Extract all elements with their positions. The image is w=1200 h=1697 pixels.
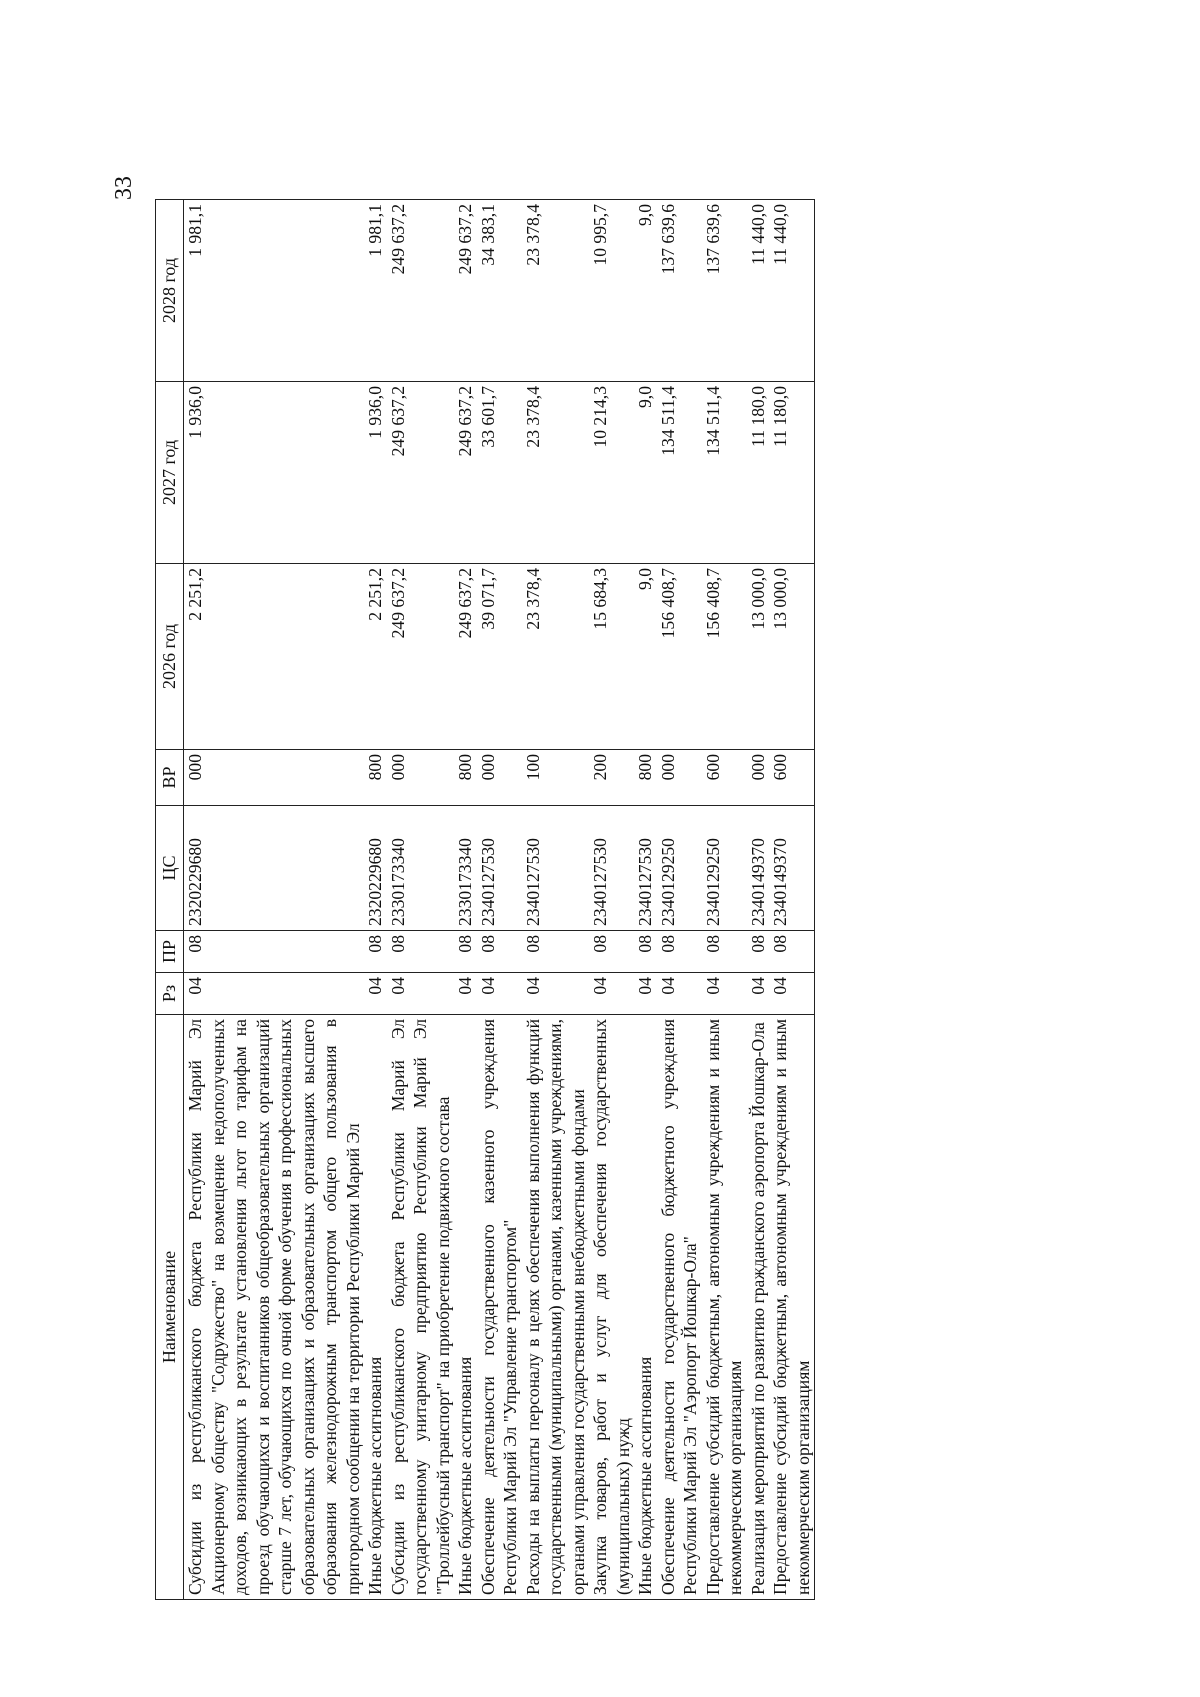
row-vr: 600: [769, 750, 815, 806]
header-2028: 2028 год: [156, 200, 184, 382]
row-cs: 2320229680: [364, 806, 387, 931]
table-row: [387, 200, 455, 1600]
table-row: [522, 200, 590, 1600]
row-rz: 04: [522, 973, 590, 1015]
table-row: [184, 200, 365, 1600]
row-rz: 04: [657, 973, 702, 1015]
row-name: Расходы на выплаты персоналу в целях обеспечения выполнения функций государственными (муниципальными) органами, казенными учреждениями, органами управления государственными внебюджетными фондами: [522, 1015, 590, 1600]
row-2027: 1 936,0: [184, 382, 365, 564]
row-2027: 249 637,2: [454, 382, 477, 564]
header-rz: Рз: [156, 973, 184, 1015]
row-vr: 000: [477, 750, 522, 806]
row-cs: 2340149370: [769, 806, 815, 931]
row-vr: 000: [747, 750, 770, 806]
row-2028: 249 637,2: [454, 200, 477, 382]
table-row: [589, 200, 634, 1600]
page-number: 33: [111, 176, 137, 200]
row-vr: 000: [657, 750, 702, 806]
row-pr: 08: [184, 931, 365, 973]
row-rz: 04: [364, 973, 387, 1015]
row-rz: 04: [477, 973, 522, 1015]
table-row: [364, 200, 387, 1600]
row-pr: 08: [657, 931, 702, 973]
row-2027: 33 601,7: [477, 382, 522, 564]
table-row: [747, 200, 770, 1600]
row-2027: 1 936,0: [364, 382, 387, 564]
row-vr: 800: [364, 750, 387, 806]
row-2028: 9,0: [634, 200, 657, 382]
row-cs: 2340127530: [522, 806, 590, 931]
row-cs: 2340129250: [657, 806, 702, 931]
row-vr: 600: [702, 750, 747, 806]
row-vr: 800: [634, 750, 657, 806]
row-2028: 137 639,6: [657, 200, 702, 382]
row-name: Иные бюджетные ассигнования: [634, 1015, 657, 1600]
row-vr: 000: [184, 750, 365, 806]
row-name: Обеспечение деятельности государственного казенного учреждения Республики Марий Эл "Управление транспортом": [477, 1015, 522, 1600]
row-vr: 000: [387, 750, 455, 806]
table-row: [702, 200, 747, 1600]
row-2028: 1 981,1: [184, 200, 365, 382]
row-name: Предоставление субсидий бюджетным, автономным учреждениям и иным некоммерческим организациям: [702, 1015, 747, 1600]
row-2028: 1 981,1: [364, 200, 387, 382]
budget-table: [155, 199, 815, 1600]
row-vr: 200: [589, 750, 634, 806]
row-rz: 04: [387, 973, 455, 1015]
row-vr: 100: [522, 750, 590, 806]
table-row: [769, 200, 815, 1600]
row-2026: 15 684,3: [589, 564, 634, 750]
row-2028: 34 383,1: [477, 200, 522, 382]
row-2027: 134 511,4: [702, 382, 747, 564]
row-2027: 10 214,3: [589, 382, 634, 564]
table-row: [477, 200, 522, 1600]
row-rz: 04: [454, 973, 477, 1015]
header-name: Наименование: [156, 1015, 184, 1600]
row-pr: 08: [522, 931, 590, 973]
row-name: Обеспечение деятельности государственного бюджетного учреждения Республики Марий Эл "Аэропорт Йошкар-Ола": [657, 1015, 702, 1600]
row-2027: 11 180,0: [769, 382, 815, 564]
row-pr: 08: [387, 931, 455, 973]
row-2027: 23 378,4: [522, 382, 590, 564]
row-2028: 10 995,7: [589, 200, 634, 382]
row-2026: 156 408,7: [657, 564, 702, 750]
row-pr: 08: [769, 931, 815, 973]
row-pr: 08: [589, 931, 634, 973]
row-2028: 249 637,2: [387, 200, 455, 382]
row-2026: 9,0: [634, 564, 657, 750]
row-rz: 04: [769, 973, 815, 1015]
row-name: Предоставление субсидий бюджетным, автономным учреждениям и иным некоммерческим организациям: [769, 1015, 815, 1600]
row-2027: 249 637,2: [387, 382, 455, 564]
row-2026: 249 637,2: [387, 564, 455, 750]
row-2026: 13 000,0: [747, 564, 770, 750]
row-cs: 2320229680: [184, 806, 365, 931]
row-2026: 39 071,7: [477, 564, 522, 750]
row-2026: 23 378,4: [522, 564, 590, 750]
row-cs: 2330173340: [387, 806, 455, 931]
table-header-row: [156, 200, 184, 1600]
row-pr: 08: [477, 931, 522, 973]
row-pr: 08: [364, 931, 387, 973]
table-row: [454, 200, 477, 1600]
row-2027: 134 511,4: [657, 382, 702, 564]
row-cs: 2340127530: [634, 806, 657, 931]
row-2028: 137 639,6: [702, 200, 747, 382]
header-2027: 2027 год: [156, 382, 184, 564]
row-2028: 11 440,0: [747, 200, 770, 382]
row-2026: 249 637,2: [454, 564, 477, 750]
row-2027: 11 180,0: [747, 382, 770, 564]
row-cs: 2340127530: [589, 806, 634, 931]
row-2026: 2 251,2: [184, 564, 365, 750]
header-cs: ЦС: [156, 806, 184, 931]
row-2026: 156 408,7: [702, 564, 747, 750]
row-cs: 2340129250: [702, 806, 747, 931]
row-2026: 2 251,2: [364, 564, 387, 750]
row-rz: 04: [589, 973, 634, 1015]
rotated-page: [111, 150, 1155, 1600]
row-cs: 2340149370: [747, 806, 770, 931]
row-2027: 9,0: [634, 382, 657, 564]
table-row: [657, 200, 702, 1600]
header-2026: 2026 год: [156, 564, 184, 750]
row-rz: 04: [184, 973, 365, 1015]
row-name: Реализация мероприятий по развитию гражданского аэропорта Йошкар-Ола: [747, 1015, 770, 1600]
row-name: Закупка товаров, работ и услуг для обеспечения государственных (муниципальных) нужд: [589, 1015, 634, 1600]
row-cs: 2330173340: [454, 806, 477, 931]
header-vr: ВР: [156, 750, 184, 806]
row-rz: 04: [634, 973, 657, 1015]
row-name: Иные бюджетные ассигнования: [364, 1015, 387, 1600]
row-pr: 08: [702, 931, 747, 973]
header-pr: ПР: [156, 931, 184, 973]
row-pr: 08: [747, 931, 770, 973]
row-rz: 04: [702, 973, 747, 1015]
row-pr: 08: [634, 931, 657, 973]
row-name: Иные бюджетные ассигнования: [454, 1015, 477, 1600]
row-2028: 11 440,0: [769, 200, 815, 382]
row-name: Субсидии из республиканского бюджета Республики Марий Эл государственному унитарному предприятию Республики Марий Эл "Троллейбусный транспорт" на приобретение подвижного состава: [387, 1015, 455, 1600]
table-row: [634, 200, 657, 1600]
row-2026: 13 000,0: [769, 564, 815, 750]
row-2028: 23 378,4: [522, 200, 590, 382]
row-rz: 04: [747, 973, 770, 1015]
row-name: Субсидии из республиканского бюджета Республики Марий Эл Акционерному обществу "Содружество" на возмещение недополученных доходов, возникающих в результате установления льгот по тарифам на проезд обучающихся и воспитанников общеобразовательных организаций старше 7 лет, обучающихся по очной форме обучения в профессиональных образовательных организациях и образовательных организациях высшего образования железнодорожным транспортом общего пользования в пригородном сообщении на территории Республики Марий Эл: [184, 1015, 365, 1600]
row-pr: 08: [454, 931, 477, 973]
row-cs: 2340127530: [477, 806, 522, 931]
row-vr: 800: [454, 750, 477, 806]
